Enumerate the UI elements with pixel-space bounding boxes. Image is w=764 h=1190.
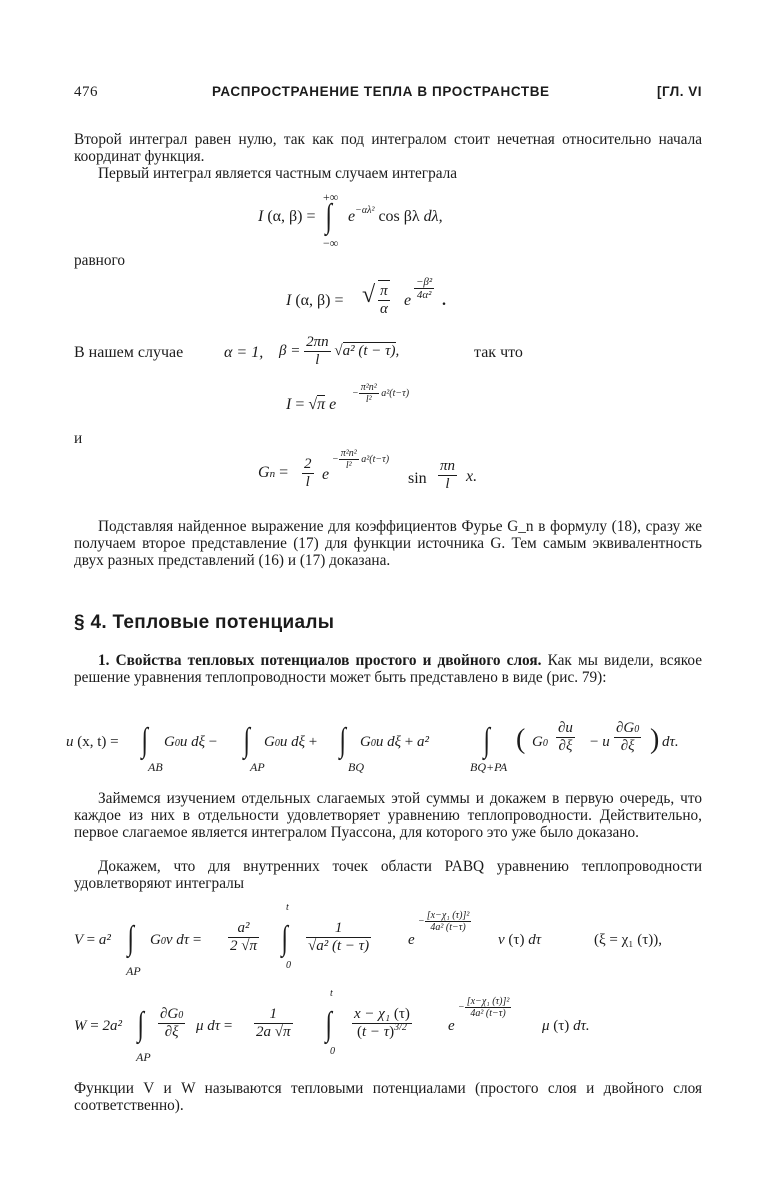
paragraph-3: В нашем случае α = 1, β = $\frac{2\pi n}{l}$ √a² (t − τ), так что bbox=[74, 334, 523, 368]
eq6-note: (ξ = χ₁ (τ)), bbox=[594, 932, 663, 948]
equation-7: W = 2a² ∫ $\frac{\partial G0}{\partial\xi}$ μ dτ = $\frac{1}{2a √\pi}$ ∫ t 0 $\frac{\text{x − χ₁ (τ)}}{(t - \tau)^{3/2}}$ e − $\frac{\text{[x−χ₁ (τ)]²}}{\text{4a² (t−τ)}}$ μ (τ) dτ. AP bbox=[74, 988, 590, 1064]
subsection-text: Как мы видели, всякое решение уравнения теплопроводности может быть представлено в виде (рис. 79): bbox=[74, 652, 703, 686]
section-title: § 4. Тепловые потенциалы bbox=[74, 612, 335, 633]
chapter-label: [ГЛ. VI bbox=[656, 84, 702, 99]
eq5-limit-bq: BQ bbox=[348, 760, 364, 774]
equation-5: u (x, t) = ∫ G0u dξ − ∫ G0u dξ + ∫ G0u dξ + a² ∫ ( G0 $\frac{\partial u}{\partial\xi}$ − u $\frac{\partial G0}{\partial\xi}$ ) dτ. AB AP BQ BQ+PA bbox=[66, 720, 679, 774]
p3-suffix: так что bbox=[474, 344, 523, 361]
subsection-title: Свойства тепловых потенциалов простого и двойного слоя. bbox=[115, 652, 542, 669]
running-header bbox=[74, 84, 702, 106]
eq1-upper-limit: +∞ bbox=[323, 190, 339, 204]
running-title: РАСПРОСТРАНЕНИЕ ТЕПЛА В ПРОСТРАНСТВЕ bbox=[212, 84, 550, 99]
equation-1: +∞ I (α, β) = ∫ $e^{-\alpha\lambda^2}$ cos βλ dλ, −∞ bbox=[258, 190, 443, 250]
eq5-limit-ap: AP bbox=[250, 760, 265, 774]
p3-alpha: α = 1, bbox=[224, 344, 264, 361]
paragraph-1: Второй интеграл равен нулю, так как под интегралом стоит нечетная относительно начала координат функция. bbox=[74, 131, 702, 165]
equation-2: I (α, β) = √ $\frac{\pi}{\alpha}$ e $\frac{\text{−β²}}{\text{4α²}}$ . bbox=[286, 276, 446, 317]
eq5-limit-ab: AB bbox=[148, 760, 163, 774]
paragraph-5: Займемся изучением отдельных слагаемых этой суммы и докажем в первую очередь, что каждое из них в отдельности удовлетворяет уравнению теплопроводности. Действительно, первое слагаемое является интегралом Пуассона, для которого это уже было доказано. bbox=[74, 790, 702, 841]
paragraph-6: Докажем, что для внутренних точек области PABQ уравнению теплопроводности удовлетворяют интегралы bbox=[74, 858, 702, 892]
paragraph-7: Функции V и W называются тепловыми потенциалами (простого слоя и двойного слоя соответственно). bbox=[74, 1080, 702, 1114]
p3-prefix: В нашем случае bbox=[74, 344, 184, 361]
eq1-lower-limit: −∞ bbox=[323, 236, 339, 250]
word-ravnogo: равного bbox=[74, 252, 126, 269]
paragraph-4: Подставляя найденное выражение для коэффициентов Фурье G_n в формулу (18), сразу же получаем второе представление (17) для функции источника G. Тем самым эквивалентность двух разных представлений (16) и (17) доказана. bbox=[74, 518, 702, 569]
subsection-number: 1. bbox=[98, 652, 110, 669]
equation-3: I = √π e − $\frac{\text{π²n²}}{\text{l²}}$ a²(t−τ) bbox=[286, 382, 410, 413]
paragraph-2: Первый интеграл является частным случаем интеграла bbox=[98, 165, 458, 182]
page-number: 476 bbox=[74, 84, 98, 100]
subsection-paragraph bbox=[74, 652, 702, 686]
equation-6: V = a² ∫ G0ν dτ = $\frac{\text{a²}}{2 √\pi}$ ∫ t 0 $\frac{1}{\text{√a² (t − τ)}}$ e − $\frac{\text{[x−χ₁ (τ)]²}}{\text{4a² (t−τ)}}$ ν (τ) dτ (ξ = χ₁ (τ)), AP bbox=[74, 902, 663, 978]
word-i: и bbox=[74, 430, 83, 447]
equation-4: Gn = $\frac{2}{l}$ e − $\frac{\text{π²n²}}{\text{l²}}$ a²(t−τ) sin $\frac{\pi n}{l}$ x. bbox=[258, 448, 478, 492]
eq5-limit-bqpa: BQ+PA bbox=[470, 760, 508, 774]
